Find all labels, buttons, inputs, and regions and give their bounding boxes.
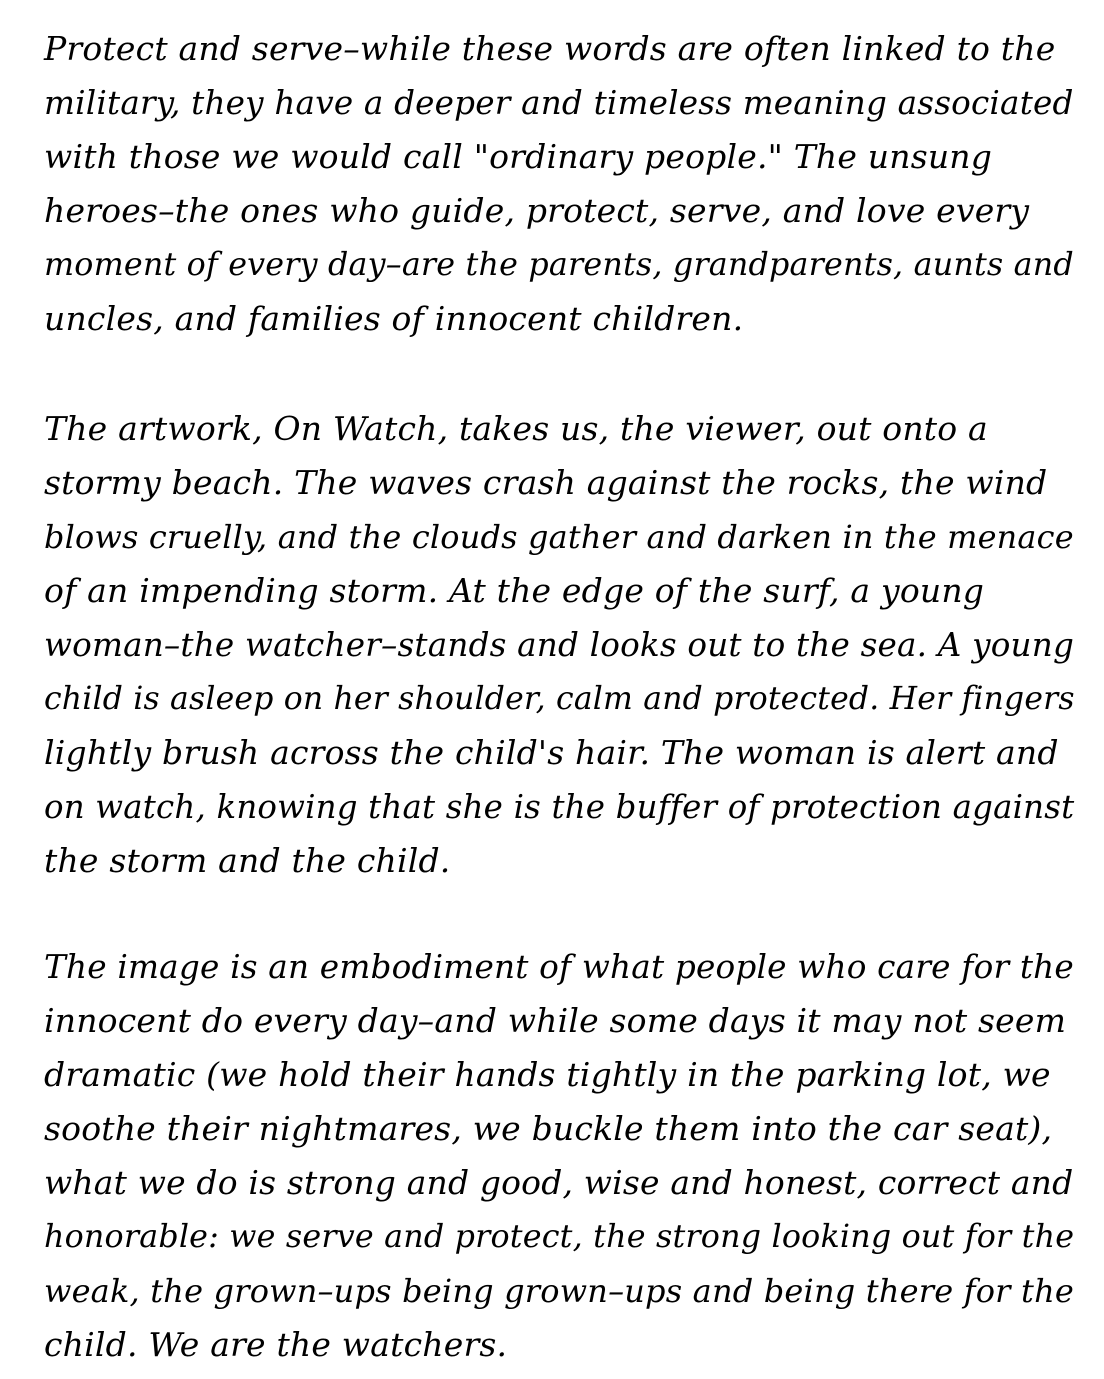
text-line: child is asleep on her shoulder, calm and protected. Her fingers bbox=[44, 681, 1075, 717]
text-line: with those we would call "ordinary people." The unsung bbox=[44, 137, 993, 176]
text-line: military, they have a deeper and timeless meaning associated bbox=[44, 84, 1074, 122]
text-line: heroes–the ones who guide, protect, serve, and love every bbox=[44, 191, 1030, 230]
text-line: blows cruelly, and the clouds gather and darken in the menace bbox=[44, 518, 1074, 556]
text-line: woman–the watcher–stands and looks out to the sea. A young bbox=[44, 626, 1075, 664]
text-line: The image is an embodiment of what people who care for the bbox=[44, 948, 1074, 986]
text-line: stormy beach. The waves crash against the rocks, the wind bbox=[44, 463, 1048, 502]
text-line: innocent do every day–and while some days it may not seem bbox=[44, 1001, 1067, 1040]
text-line: honorable: we serve and protect, the strong looking out for the bbox=[44, 1219, 1075, 1255]
text-line: weak, the grown–ups being grown–ups and being there for the bbox=[44, 1272, 1074, 1310]
text-line: lightly brush across the child's hair. The woman is alert and bbox=[44, 733, 1059, 772]
text-line: on watch, knowing that she is the buffer of protection against bbox=[44, 788, 1075, 826]
text-line: The artwork, On Watch, takes us, the viewer, out onto a bbox=[44, 409, 988, 448]
text-line: the storm and the child. bbox=[44, 841, 451, 880]
text-line: Protect and serve–while these words are often linked to the bbox=[44, 29, 1056, 68]
text-line: uncles, and families of innocent children. bbox=[44, 299, 744, 338]
text-line: dramatic (we hold their hands tightly in the parking lot, we bbox=[44, 1055, 1051, 1094]
text-line: soothe their nightmares, we buckle them into the car seat), bbox=[44, 1109, 1053, 1148]
text-line: moment of every day–are the parents, grandparents, aunts and bbox=[44, 247, 1074, 283]
text-line: of an impending storm. At the edge of the surf, a young bbox=[44, 571, 985, 610]
text-line: what we do is strong and good, wise and honest, correct and bbox=[44, 1163, 1074, 1202]
paragraph-the-watchers bbox=[44, 940, 1074, 1372]
text-line: child. We are the watchers. bbox=[44, 1325, 508, 1364]
paragraph-protect-and-serve bbox=[44, 22, 1074, 346]
paragraph-artwork-description bbox=[44, 402, 1074, 888]
